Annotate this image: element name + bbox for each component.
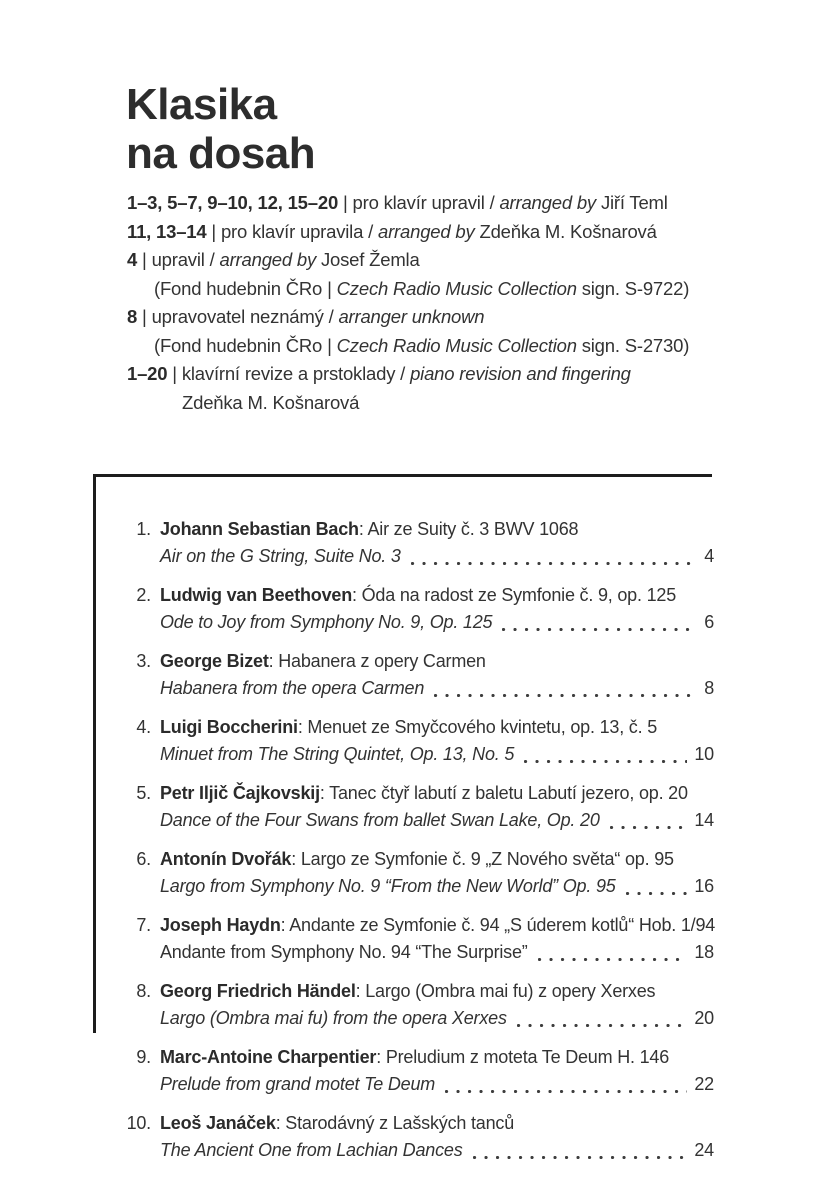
toc-item — [118, 1110, 714, 1164]
toc-title-czech: : Habanera z opery Carmen — [268, 651, 486, 671]
credit-segment: sign. S-9722) — [576, 277, 690, 299]
toc-title-czech: : Óda na radost ze Symfonie č. 9, op. 125 — [352, 585, 677, 605]
table-of-contents — [118, 516, 714, 1176]
composer-name: Ludwig van Beethoven — [160, 585, 353, 605]
dot-leader — [492, 609, 704, 636]
credit-segment: (Fond hudebnin ČRo | — [154, 334, 337, 356]
page-number: 6 — [704, 612, 714, 632]
toc-line-czech — [160, 780, 714, 807]
toc-title-english: Air on the G String, Suite No. 3 — [160, 546, 401, 566]
credit-line — [127, 246, 767, 275]
toc-item — [118, 780, 714, 834]
credit-segment: arranged by — [219, 249, 317, 270]
dot-leader — [463, 1137, 695, 1164]
credit-segment: arranged by — [378, 220, 475, 242]
page-title — [126, 80, 315, 178]
toc-item-number: 9. — [136, 1047, 151, 1067]
composer-name: Joseph Haydn — [160, 915, 281, 935]
toc-item — [118, 714, 714, 768]
toc-item-number: 10. — [126, 1113, 151, 1133]
toc-line-english — [160, 675, 714, 702]
toc-line-english — [160, 1137, 714, 1164]
toc-entry — [160, 714, 714, 768]
page-number: 10 — [694, 744, 714, 764]
toc-line-czech — [160, 648, 714, 675]
dot-leader — [435, 1071, 694, 1098]
toc-item-number: 7. — [136, 915, 151, 935]
toc-title-english: Largo (Ombra mai fu) from the opera Xerxes — [160, 1008, 507, 1028]
credit-segment: arranged by — [499, 192, 596, 213]
credit-segment: Czech Radio Music Collection — [336, 334, 577, 356]
credit-segment: arranger unknown — [338, 306, 485, 327]
toc-title-english: Habanera from the opera Carmen — [160, 678, 425, 698]
toc-line-czech — [160, 978, 714, 1005]
toc-entry — [160, 648, 714, 702]
toc-title-czech: : Air ze Suity č. 3 BWV 1068 — [358, 519, 579, 539]
toc-title-english: Dance of the Four Swans from ballet Swan Lake, Op. 20 — [160, 810, 600, 830]
credit-segment: | klavírní revize a prstoklady / — [167, 363, 411, 384]
toc-line-czech — [160, 582, 714, 609]
credit-segment: 1–3, 5–7, 9–10, 12, 15–20 — [127, 192, 339, 213]
toc-line-czech — [160, 714, 714, 741]
credit-segment: piano revision and fingering — [410, 363, 631, 384]
toc-item-number: 5. — [136, 783, 151, 803]
page-number: 18 — [694, 942, 714, 962]
toc-line-czech — [160, 1110, 714, 1137]
toc-item-number: 6. — [136, 849, 151, 869]
toc-entry — [160, 978, 714, 1032]
composer-name: Marc-Antoine Charpentier — [160, 1047, 377, 1067]
credit-segment: Jiří Teml — [596, 192, 668, 213]
credit-line — [127, 360, 767, 389]
toc-title-english: Andante from Symphony No. 94 “The Surprise” — [160, 942, 528, 962]
composer-name: George Bizet — [160, 651, 269, 671]
toc-item — [118, 648, 714, 702]
toc-title-czech: : Starodávný z Lašských tanců — [275, 1113, 515, 1133]
credit-segment: Zdeňka M. Košnarová — [182, 391, 360, 413]
composer-name: Georg Friedrich Händel — [160, 981, 356, 1001]
toc-title-english: The Ancient One from Lachian Dances — [160, 1140, 463, 1160]
toc-item-number: 2. — [136, 585, 151, 605]
toc-item-number: 1. — [136, 519, 151, 539]
toc-line-english — [160, 873, 714, 900]
arranger-credits — [127, 189, 767, 417]
toc-title-english: Ode to Joy from Symphony No. 9, Op. 125 — [160, 612, 493, 632]
page-number: 4 — [704, 546, 714, 566]
composer-name: Luigi Boccherini — [160, 717, 298, 737]
toc-line-english — [160, 939, 714, 966]
composer-name: Leoš Janáček — [160, 1113, 276, 1133]
toc-item-number: 4. — [136, 717, 151, 737]
toc-entry — [160, 780, 714, 834]
composer-name: Johann Sebastian Bach — [160, 519, 359, 539]
page-number: 8 — [704, 678, 714, 698]
page-number: 16 — [694, 876, 714, 896]
toc-item — [118, 912, 714, 966]
credit-segment: sign. S-2730) — [576, 334, 690, 356]
credit-segment: 1–20 — [127, 363, 168, 384]
credit-segment: Zdeňka M. Košnarová — [474, 220, 657, 242]
dot-leader — [424, 675, 704, 702]
toc-line-english — [160, 807, 714, 834]
page-title-line2: na dosah — [126, 129, 316, 178]
credit-line — [127, 189, 767, 218]
credit-segment: | upravovatel neznámý / — [137, 306, 339, 327]
toc-title-czech: : Largo ze Symfonie č. 9 „Z Nového světa“ op. 95 — [291, 849, 674, 869]
toc-title-czech: : Andante ze Symfonie č. 94 „S úderem kotlů“ Hob. 1/94 — [280, 915, 716, 935]
toc-line-english — [160, 1071, 714, 1098]
credit-segment: | upravil / — [137, 249, 220, 270]
credit-line — [127, 218, 767, 247]
toc-item — [118, 1044, 714, 1098]
toc-title-czech: : Tanec čtyř labutí z baletu Labutí jezero, op. 20 — [319, 783, 688, 803]
credit-line — [127, 303, 767, 332]
toc-title-english: Minuet from The String Quintet, Op. 13, No. 5 — [160, 744, 515, 764]
page-title-line1: Klasika — [126, 80, 277, 129]
page-number: 22 — [694, 1074, 714, 1094]
toc-item — [118, 582, 714, 636]
credit-line — [127, 275, 767, 304]
page-number: 24 — [694, 1140, 714, 1160]
toc-entry — [160, 582, 714, 636]
toc-line-english — [160, 609, 714, 636]
toc-item-number: 8. — [136, 981, 151, 1001]
toc-title-czech: : Menuet ze Smyčcového kvintetu, op. 13, č. 5 — [297, 717, 658, 737]
credit-segment: 4 — [127, 249, 138, 270]
credit-segment: 11, 13–14 — [127, 220, 207, 242]
toc-line-english — [160, 1005, 714, 1032]
credit-segment: | pro klavír upravil / — [338, 192, 500, 213]
page-number: 20 — [694, 1008, 714, 1028]
page-number: 14 — [694, 810, 714, 830]
toc-item — [118, 978, 714, 1032]
toc-entry — [160, 846, 714, 900]
dot-leader — [616, 873, 695, 900]
credit-segment: | pro klavír upravila / — [206, 220, 378, 242]
credit-segment: 8 — [127, 306, 138, 327]
dot-leader — [507, 1005, 695, 1032]
toc-entry — [160, 516, 714, 570]
composer-name: Antonín Dvořák — [160, 849, 292, 869]
toc-title-english: Prelude from grand motet Te Deum — [160, 1074, 436, 1094]
toc-item — [118, 516, 714, 570]
toc-title-english: Largo from Symphony No. 9 “From the New World” Op. 95 — [160, 876, 616, 896]
toc-line-czech — [160, 846, 714, 873]
toc-entry — [160, 1110, 714, 1164]
dot-leader — [528, 939, 695, 966]
dot-leader — [514, 741, 694, 768]
toc-line-czech — [160, 912, 714, 939]
credit-line — [127, 332, 767, 361]
toc-title-czech: : Preludium z moteta Te Deum H. 146 — [376, 1047, 670, 1067]
toc-item-number: 3. — [136, 651, 151, 671]
toc-entry — [160, 912, 714, 966]
toc-entry — [160, 1044, 714, 1098]
credit-segment: (Fond hudebnin ČRo | — [154, 277, 337, 299]
credit-line — [127, 389, 767, 418]
toc-title-czech: : Largo (Ombra mai fu) z opery Xerxes — [355, 981, 656, 1001]
toc-line-czech — [160, 1044, 714, 1071]
dot-leader — [401, 543, 704, 570]
toc-item — [118, 846, 714, 900]
credit-segment: Czech Radio Music Collection — [336, 277, 577, 299]
toc-line-czech — [160, 516, 714, 543]
dot-leader — [600, 807, 695, 834]
toc-line-english — [160, 741, 714, 768]
credit-segment: Josef Žemla — [316, 249, 420, 270]
toc-line-english — [160, 543, 714, 570]
composer-name: Petr Iljič Čajkovskij — [160, 783, 320, 803]
